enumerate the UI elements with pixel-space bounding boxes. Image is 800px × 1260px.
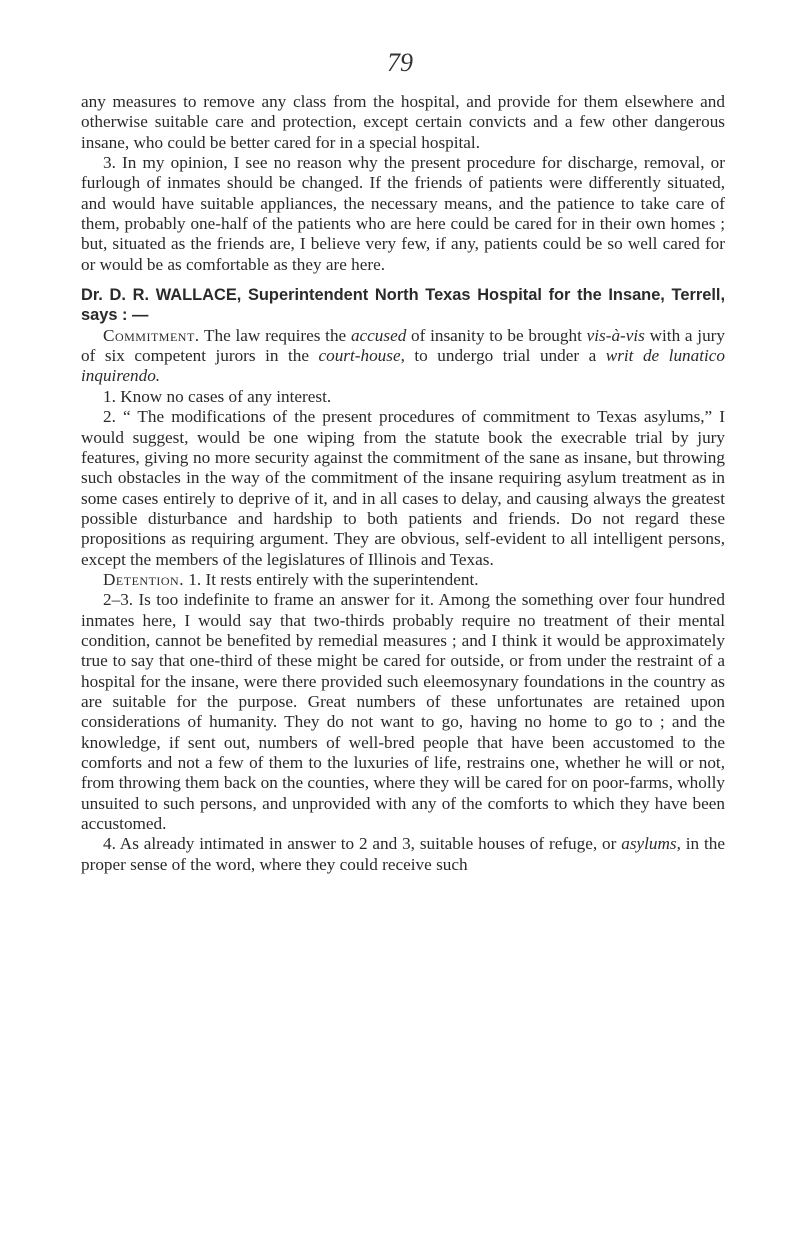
commitment-paragraph [81, 326, 725, 387]
commitment-text: of insanity to be brought [406, 325, 587, 345]
commitment-item-2: 2. “ The modifications of the present procedures of commitment to Texas asylums,” I would suggest, would be one wiping from the statute book the execrable trial by jury features, giving no more security against the commitment of the sane as insane, but throwing such obstacles in the way of the commitment of the insane requiring asylum treatment as in some cases entirely to deprive of it, and in all cases to delay, and causing always the greatest possible disturbance and hardship to both patients and friends. Do not regard these propositions as requiring argument. They are obvious, self-evident to all intelligent persons, except the members of the legislatures of Illinois and Texas. [81, 407, 725, 569]
term-asylums: asylums [621, 834, 677, 854]
page-body [81, 92, 725, 875]
commitment-text: with a jury of six competent jurors in the [81, 325, 725, 366]
paragraph-item-3: 3. In my opinion, I see no reason why the present procedure for discharge, removal, or furlough of inmates should be changed. If the friends of patients were differently situated, and would have suitable appliances, the necessary means, and the patience to take care of them, probably one-half of the patients who are here could be cared for in their own homes ; but, situated as the friends are, I believe very few, if any, patients could be so well cared for or would be as comfortable as they are here. [81, 153, 725, 274]
commitment-heading: Commitment. [103, 325, 200, 345]
speaker-heading: Dr. D. R. WALLACE, Superintendent North Texas Hospital for the Insane, Terrell, says : — [81, 286, 725, 325]
term-court-house: court-house [318, 346, 401, 366]
paragraph-continuation: any measures to remove any class from the hospital, and provide for them elsewhere and otherwise suitable care and protection, except certain convicts and a few other dangerous insane, who could be better cared for in a special hospital. [81, 92, 725, 152]
commitment-text: The law requires the [199, 325, 351, 345]
page-number: 79 [387, 48, 413, 77]
commitment-item-1: 1. Know no cases of any interest. [103, 386, 332, 406]
detention-item-1: 1. It rests entirely with the superintendent. [184, 569, 479, 589]
term-vis-a-vis: vis-à-vis [586, 325, 645, 345]
detention-item-4-text: , in the proper sense of the word, where they could receive such [81, 834, 725, 874]
detention-item-2-3: 2–3. Is too indefinite to frame an answer for it. Among the something over four hundred inmates here, I would say that two-thirds probably require no treatment of their mental condition, cannot be benefited by remedial measures ; and I think it would be approximately true to say that one-third of these might be cared for outside, or from under the restraint of a hospital for the insane, were there provided such eleemosynary foundations in the country as are suitable for the purpose. Great numbers of these unfortunates are retained upon considerations of humanity. They do not want to go, having no home to go to ; and the knowledge, if sent out, numbers of well-bred people that have been accustomed to the comforts and not a few of them to the luxuries of life, restrains one, whether he will or not, from throwing them back on the counties, where they will be cared for on poor-farms, wholly unsuited to such persons, and unprovided with any of the comforts to which they have been accustomed. [81, 590, 725, 834]
detention-heading: Detention. [103, 569, 185, 589]
detention-paragraph [81, 570, 725, 590]
term-writ: writ de lunatico inquirendo. [81, 346, 725, 386]
detention-item-4-text: 4. As already intimated in answer to 2 and 3, suitable houses of refuge, or [103, 834, 622, 854]
detention-item-4 [81, 834, 725, 875]
section-gap [81, 275, 725, 285]
term-accused: accused [350, 325, 407, 345]
commitment-text: , to undergo trial under a [400, 346, 606, 366]
